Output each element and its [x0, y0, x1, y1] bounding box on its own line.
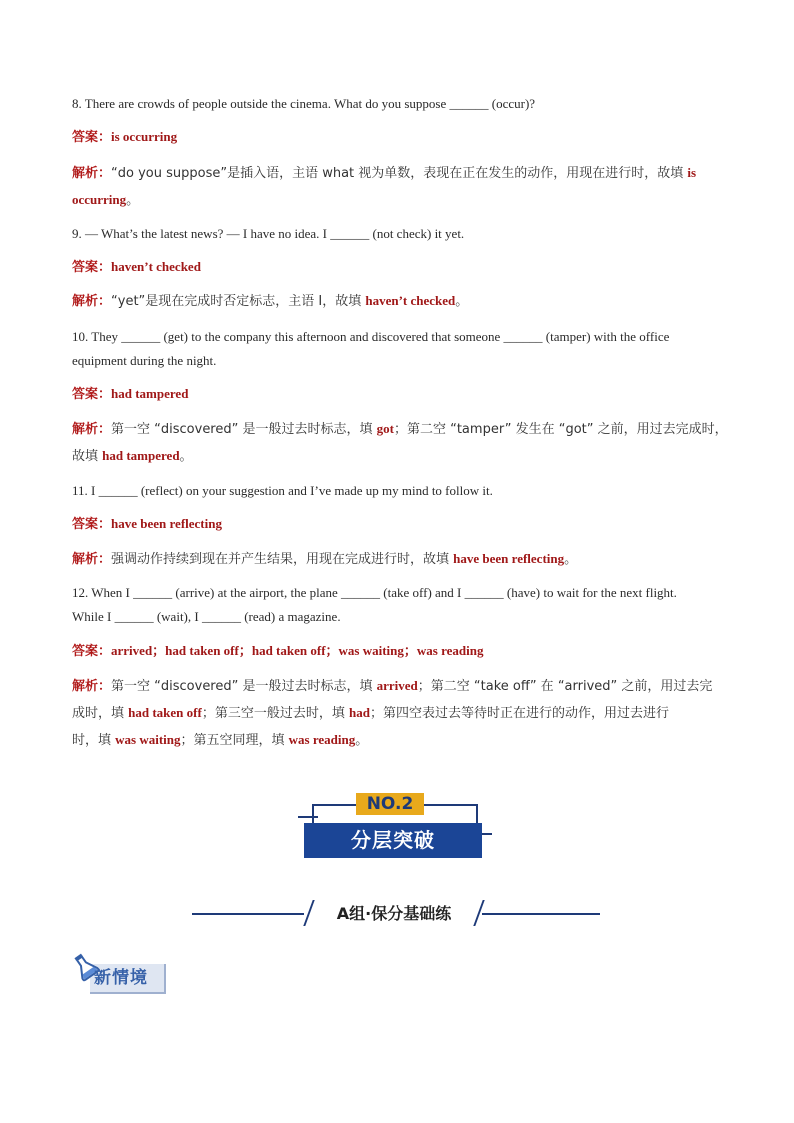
explanation-end: 。: [179, 449, 193, 464]
explanation-answer: had tampered: [102, 448, 180, 463]
answer-text: have been reflecting: [111, 516, 222, 531]
explanation-answer: was waiting: [115, 732, 181, 747]
explanation-label: 解析：: [72, 294, 112, 309]
answer-11: [72, 515, 732, 534]
explanation-11: [72, 550, 732, 569]
explanation-10-line2: [72, 447, 732, 466]
answer-12: [72, 642, 732, 661]
explanation-end: 。: [455, 294, 469, 309]
question-11: 11. I ______ (reflect) on your suggestion and I’ve made up my mind to follow it.: [72, 483, 493, 498]
explanation-answer: have been reflecting: [453, 551, 565, 566]
answer-8: [72, 128, 732, 147]
question-10-line2: equipment during the night.: [72, 353, 217, 368]
new-context-label: 新情境: [94, 968, 148, 988]
explanation-text: ；第三空一般过去时，填: [201, 706, 349, 721]
explanation-answer: arrived: [376, 678, 418, 693]
answer-text: haven’t checked: [111, 259, 201, 274]
explanation-8-line2: [72, 191, 732, 210]
banner-tick: [482, 833, 492, 835]
explanation-label: 解析：: [72, 422, 112, 437]
group-title: A组·保分基础练: [336, 904, 452, 923]
question-10-line1: 10. They ______ (get) to the company this afternoon and discovered that someone ______ (tamper) with the office: [72, 329, 670, 344]
explanation-answer: occurring: [72, 192, 127, 207]
divider-slash: [303, 900, 314, 926]
explanation-text: ；第四空表过去等待时正在进行的动作，用过去进行: [369, 706, 669, 721]
group-heading: [192, 900, 602, 928]
explanation-12-line3: [72, 731, 732, 750]
explanation-text: 时，填: [72, 733, 116, 748]
answer-label: 答案：: [72, 517, 112, 532]
explanation-text: 故填: [72, 449, 103, 464]
explanation-answer: was reading: [288, 732, 356, 747]
explanation-text: ；第五空同理，填: [180, 733, 289, 748]
explanation-answer: had: [348, 705, 370, 720]
question-8: 8. There are crowds of people outside the cinema. What do you suppose ______ (occur)?: [72, 96, 536, 111]
answer-text: had tampered: [111, 386, 189, 401]
section-title: 分层突破: [304, 823, 482, 858]
answer-10: [72, 385, 732, 404]
explanation-answer: is: [687, 165, 697, 180]
explanation-10-line1: [72, 420, 732, 439]
explanation-12-line2: [72, 704, 732, 723]
question-9: 9. — What’s the latest news? — I have no idea. I ______ (not check) it yet.: [72, 226, 465, 241]
explanation-label: 解析：: [72, 166, 112, 181]
explanation-end: 。: [126, 193, 140, 208]
question-12-line2: While I ______ (wait), I ______ (read) a magazine.: [72, 609, 341, 624]
answer-label: 答案：: [72, 387, 112, 402]
explanation-text: “do you suppose”是插入语，主语 what 视为单数，表现在正在发生的动作，用现在进行时，故填: [111, 166, 688, 181]
answer-label: 答案：: [72, 260, 112, 275]
explanation-text: ；第二空 “tamper” 发生在 “got” 之前，用过去完成时，: [393, 422, 728, 437]
explanation-text: 第一空 “discovered” 是一般过去时标志，填: [111, 679, 377, 694]
explanation-text: 成时，填: [72, 706, 129, 721]
section-banner: [298, 790, 498, 862]
answer-label: 答案：: [72, 644, 112, 659]
explanation-answer: haven’t checked: [365, 293, 456, 308]
explanation-answer: got: [376, 421, 394, 436]
divider-line: [482, 913, 600, 915]
explanation-label: 解析：: [72, 679, 112, 694]
banner-tick: [298, 816, 318, 818]
explanation-answer: had taken off: [128, 705, 202, 720]
explanation-text: ；第二空 “take off” 在 “arrived” 之前，用过去完: [417, 679, 713, 694]
question-12-line1: 12. When I ______ (arrive) at the airport, the plane ______ (take off) and I ______ (have) to wait for the next flight.: [72, 585, 677, 600]
answer-9: [72, 258, 732, 277]
answer-text: is occurring: [111, 129, 178, 144]
explanation-text: 强调动作持续到现在并产生结果，用现在完成进行时，故填: [111, 552, 454, 567]
explanation-label: 解析：: [72, 552, 112, 567]
explanation-end: 。: [355, 733, 369, 748]
divider-line: [192, 913, 304, 915]
explanation-9: [72, 292, 732, 311]
explanation-8-line1: [72, 164, 732, 183]
explanation-text: 第一空 “discovered” 是一般过去时标志，填: [111, 422, 377, 437]
new-context-tag: [72, 952, 172, 996]
answer-label: 答案：: [72, 130, 112, 145]
section-number: NO.2: [356, 793, 424, 815]
explanation-12-line1: [72, 677, 732, 696]
explanation-text: “yet”是现在完成时否定标志，主语 I，故填: [111, 294, 366, 309]
answer-text: arrived；had taken off；had taken off；was waiting；was reading: [111, 643, 484, 658]
explanation-end: 。: [564, 552, 578, 567]
